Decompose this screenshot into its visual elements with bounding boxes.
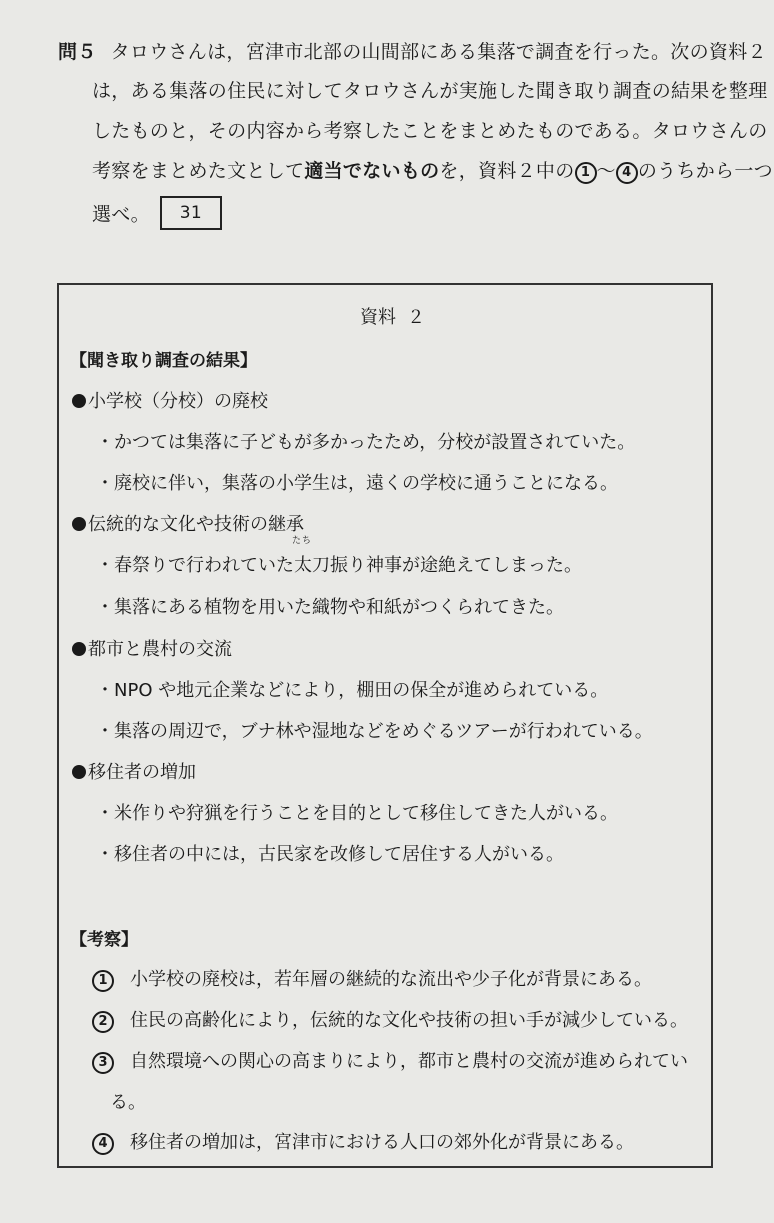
question-text-5: 選べ。 (92, 203, 150, 226)
consideration-text: 住民の高齢化により，伝統的な文化や技術の担い手が減少している。 (130, 1010, 688, 1031)
question-number: 問５ (58, 41, 97, 63)
topic-heading (72, 510, 304, 536)
question-line-4 (92, 156, 773, 184)
question-text-4-mid: を，資料２中の (439, 160, 575, 182)
range-separator: ～ (596, 160, 616, 182)
interview-heading: 【聞き取り調査の結果】 (70, 351, 257, 371)
topic-heading (72, 758, 196, 784)
material-title-number: ２ (407, 307, 425, 328)
topic-heading (72, 635, 232, 661)
consideration-option-4[interactable] (92, 1128, 634, 1155)
question-line-2: は，ある集落の住民に対してタロウさんが実施した聞き取り調査の結果を整理 (92, 80, 768, 102)
consideration-option-1[interactable] (92, 965, 652, 992)
topic-title: 都市と農村の交流 (88, 639, 232, 660)
topic-heading (72, 387, 268, 413)
bullet-icon (72, 642, 86, 656)
circled-number-1-icon: 1 (575, 162, 597, 184)
circled-number-3-icon: 3 (92, 1052, 114, 1074)
consideration-heading: 【考察】 (70, 930, 138, 950)
material-title-label: 資料 (360, 307, 396, 328)
bullet-icon (72, 517, 86, 531)
consideration-option-2[interactable] (92, 1006, 688, 1033)
answer-box[interactable]: 31 (160, 196, 222, 230)
circled-number-2-icon: 2 (92, 1011, 114, 1033)
question-line-5 (92, 198, 222, 232)
list-item: ・集落にある植物を用いた織物や和紙がつくられてきた。 (96, 597, 564, 618)
consideration-text: 移住者の増加は，宮津市における人口の郊外化が背景にある。 (130, 1132, 634, 1153)
emphasis-not-appropriate: 適当でないもの (304, 160, 440, 182)
list-item: ・廃校に伴い，集落の小学生は，遠くの学校に通うことになる。 (96, 473, 618, 494)
list-item: ・春祭りで行われていた太刀振り神事が途絶えてしまった。 (96, 555, 582, 576)
question-text-4-post: のうちから一つ (637, 160, 773, 182)
circled-number-1-icon: 1 (92, 970, 114, 992)
list-item: ・米作りや狩猟を行うことを目的として移住してきた人がいる。 (96, 803, 618, 824)
question-text-1: タロウさんは，宮津市北部の山間部にある集落で調査を行った。次の資料２ (110, 41, 767, 63)
bullet-icon (72, 394, 86, 408)
ruby-annotation: たち (292, 536, 313, 546)
consideration-option-3[interactable] (92, 1047, 688, 1074)
list-item: ・集落の周辺で，ブナ林や湿地などをめぐるツアーが行われている。 (96, 721, 653, 742)
topic-title: 小学校（分校）の廃校 (88, 391, 268, 412)
bullet-icon (72, 765, 86, 779)
consideration-3-continuation: る。 (110, 1092, 146, 1113)
circled-number-4-icon: 4 (616, 162, 638, 184)
consideration-text: 小学校の廃校は，若年層の継続的な流出や少子化が背景にある。 (130, 969, 652, 990)
list-item: ・NPO や地元企業などにより，棚田の保全が進められている。 (96, 680, 609, 701)
circled-number-4-icon: 4 (92, 1133, 114, 1155)
topic-title: 移住者の増加 (88, 762, 196, 783)
question-text-4-pre: 考察をまとめた文として (92, 160, 305, 182)
list-item: ・移住者の中には，古民家を改修して居住する人がいる。 (96, 844, 564, 865)
question-line-1 (58, 37, 767, 64)
list-item: ・かつては集落に子どもが多かったため，分校が設置されていた。 (96, 432, 636, 453)
topic-title: 伝統的な文化や技術の継承 (88, 514, 304, 535)
question-line-3: したものと，その内容から考察したことをまとめたものである。タロウさんの (92, 120, 768, 142)
consideration-text: 自然環境への関心の高まりにより，都市と農村の交流が進められてい (130, 1051, 688, 1072)
material-title (0, 303, 774, 329)
